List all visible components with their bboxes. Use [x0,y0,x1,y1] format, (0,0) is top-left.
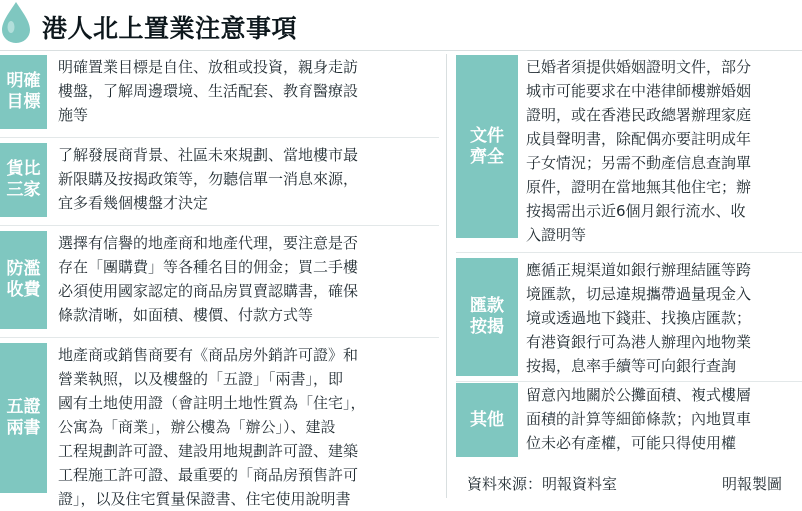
section-label: 貨比 三家 [0,143,47,217]
section-clear-goal [0,55,439,134]
section-text: 明確置業目標是自住、放租或投資，親身走訪 樓盤，了解周邊環境、生活配套、教育醫療設 施等 [58,58,359,124]
section-text: 留意內地關於公攤面積、複式樓層 面積的計算等細節條款；內地買車 位未必有產權，可能只得使用權 [526,386,752,452]
column-divider [446,54,447,498]
section-label: 五證 兩書 [0,343,47,493]
right-column [456,55,802,496]
header [0,0,802,52]
section-divider [0,337,439,338]
section-divider [0,137,439,138]
section-label: 防濫 收費 [0,231,47,329]
section-other [456,383,802,459]
section-label: 其他 [456,383,518,457]
source-note: 資料來源：明報資料室 [467,475,618,493]
section-text: 地產商或銷售商要有《商品房外銷許可證》和 營業執照，以及樓盤的「五證」「兩書」，即 國有土地使用證（會註明土地性質為「住宅」， 公寓為「商業」，辦公樓為「辦公」）、建設 工程規劃許可證、建設用地規劃許可證、建築 工程施工許可證、最重要的「商品房預售許可 證」，以及住宅質量保證書、住宅使用說明書 [58,346,366,508]
section-divider [456,381,802,382]
section-text: 應循正規渠道如銀行辦理結匯等跨 境匯款，切忌違規攜帶過量現金入 境或透過地下錢莊、找換店匯款； 有港資銀行可為港人辦理內地物業 按揭，息率手續等可向銀行查詢 [526,261,752,375]
section-documents [456,55,802,249]
page-title: 港人北上置業注意事項 [42,14,298,43]
credit-note: 明報製圖 [722,475,783,493]
section-text: 了解發展商背景、社區未來規劃、當地樓市最 新限購及按揭政策等，勿聽信單一消息來源， 宜多看幾個樓盤才決定 [58,146,359,212]
section-label: 文件 齊全 [456,55,518,238]
section-text: 已婚者須提供婚姻證明文件，部分 城市可能要求在中港律師樓辦婚姻 證明，或在香港民政總署辦理家庭 成員聲明書，除配偶亦要註明成年 子女情況；另需不動產信息查詢單 原件，證明在當地無其他住宅；辦 按揭需出示近6個月銀行流水、收 入證明等 [526,58,752,244]
section-label: 明確 目標 [0,55,47,129]
section-remittance [456,258,802,378]
section-fees [0,231,439,335]
section-compare [0,143,439,222]
section-divider [0,225,439,226]
section-permits [0,343,439,508]
droplet-icon [0,0,32,44]
left-column [0,55,439,508]
section-label: 匯款 按揭 [456,258,518,376]
title-divider [0,50,802,51]
section-divider [456,252,802,253]
section-text: 選擇有信譽的地產商和地產代理，要注意是否 存在「團購費」等各種名目的佣金；買二手樓 必須使用國家認定的商品房買賣認購書，確保 條款清晰，如面積、樓價、付款方式等 [58,234,359,324]
